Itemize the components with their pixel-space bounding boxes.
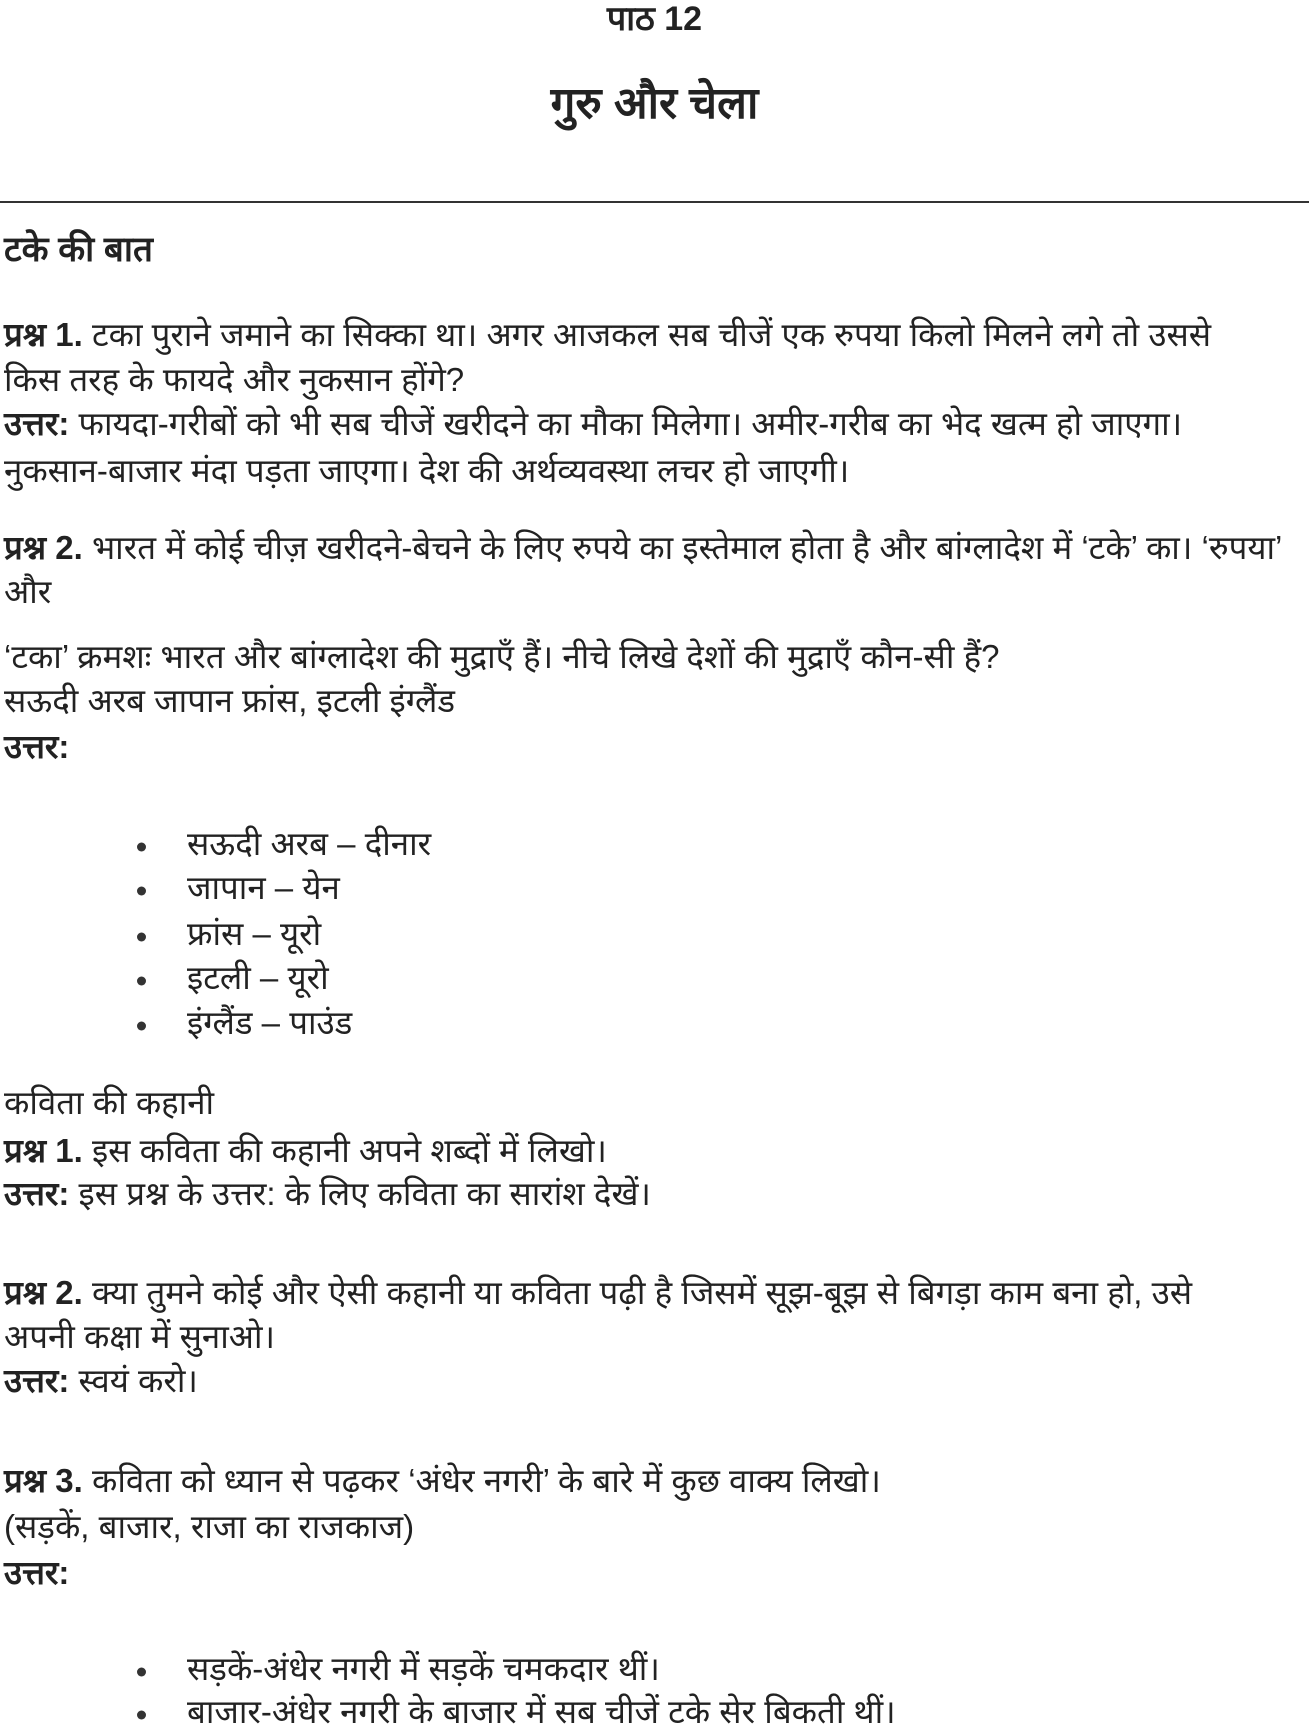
question-text: कविता को ध्यान से पढ़कर ‘अंधेर नगरी’ के बारे में कुछ वाक्य लिखो। (91, 1462, 881, 1499)
lesson-number: पाठ 12 (606, 0, 703, 38)
question-text: (सड़कें, बाजार, राजा का राजकाज) (4, 1508, 415, 1545)
section-heading: टके की बात (4, 230, 153, 269)
list-item: जापान – येन (187, 869, 340, 906)
question-label: प्रश्न 1. (4, 1132, 83, 1169)
answer-1 (4, 402, 1182, 446)
question-label: प्रश्न 2. (4, 1274, 83, 1311)
question-3 (4, 1459, 881, 1503)
bullet (137, 843, 146, 852)
answer-text: नुकसान-बाजार मंदा पड़ता जाएगा। देश की अर्थव्यवस्था लचर हो जाएगी। (4, 452, 850, 489)
list-item: सड़कें-अंधेर नगरी में सड़कें चमकदार थीं। (187, 1650, 660, 1687)
answer-text: स्वयं करो। (78, 1362, 198, 1399)
question-2 (4, 1271, 1192, 1315)
answer-label: उत्तर: (4, 1362, 70, 1399)
bullet (137, 887, 146, 896)
question-2 (4, 526, 1294, 614)
answer-label: उत्तर: (4, 1175, 70, 1212)
question-label: प्रश्न 2. (4, 529, 83, 566)
question-text: टका पुराने जमाने का सिक्का था। अगर आजकल सब चीजें एक रुपया किलो मिलने लगे तो उससे (91, 316, 1212, 353)
question-text: क्या तुमने कोई और ऐसी कहानी या कविता पढ़ी है जिसमें सूझ-बूझ से बिगड़ा काम बना हो, उसे (91, 1274, 1193, 1311)
question-1 (4, 1129, 607, 1173)
divider (0, 201, 1309, 203)
question-label: प्रश्न 1. (4, 316, 83, 353)
list-item: इटली – यूरो (187, 959, 329, 996)
list-item: बाजार-अंधेर नगरी के बाजार में सब चीजें टके सेर बिकती थीं। (187, 1693, 896, 1730)
answer-label: उत्तर: (4, 1554, 70, 1591)
page-title: गुरु और चेला (550, 79, 759, 128)
answer-label: उत्तर: (4, 728, 70, 765)
question-text: अपनी कक्षा में सुनाओ। (4, 1318, 276, 1355)
section-heading: कविता की कहानी (4, 1084, 215, 1121)
question-text: सऊदी अरब जापान फ्रांस, इटली इंग्लैंड (4, 682, 456, 719)
list-item: इंग्लैंड – पाउंड (187, 1004, 353, 1041)
bullet (137, 933, 146, 942)
answer-text: फायदा-गरीबों को भी सब चीजें खरीदने का मौका मिलेगा। अमीर-गरीब का भेद खत्म हो जाएगा। (78, 405, 1183, 442)
bullet (137, 1711, 146, 1720)
answer-text: इस प्रश्न के उत्तर: के लिए कविता का सारांश देखें। (78, 1175, 651, 1212)
question-text: किस तरह के फायदे और नुकसान होंगे? (4, 361, 465, 398)
answer-label: उत्तर: (4, 405, 70, 442)
list-item: फ्रांस – यूरो (187, 915, 322, 952)
bullet (137, 1022, 146, 1031)
question-text: भारत में कोई चीज़ खरीदने-बेचने के लिए रुपये का इस्तेमाल होता है और बांग्लादेश में ‘टके’ का। ‘रुपया’ और (4, 529, 1282, 610)
answer-2 (4, 1359, 198, 1403)
question-text: ‘टका’ क्रमशः भारत और बांग्लादेश की मुद्राएँ हैं। नीचे लिखे देशों की मुद्राएँ कौन-सी हैं? (4, 638, 1000, 675)
question-text: इस कविता की कहानी अपने शब्दों में लिखो। (91, 1132, 607, 1169)
bullet (137, 977, 146, 986)
answer-1 (4, 1172, 651, 1216)
question-1 (4, 313, 1211, 357)
bullet (137, 1668, 146, 1677)
question-label: प्रश्न 3. (4, 1462, 83, 1499)
list-item: सऊदी अरब – दीनार (187, 825, 432, 862)
